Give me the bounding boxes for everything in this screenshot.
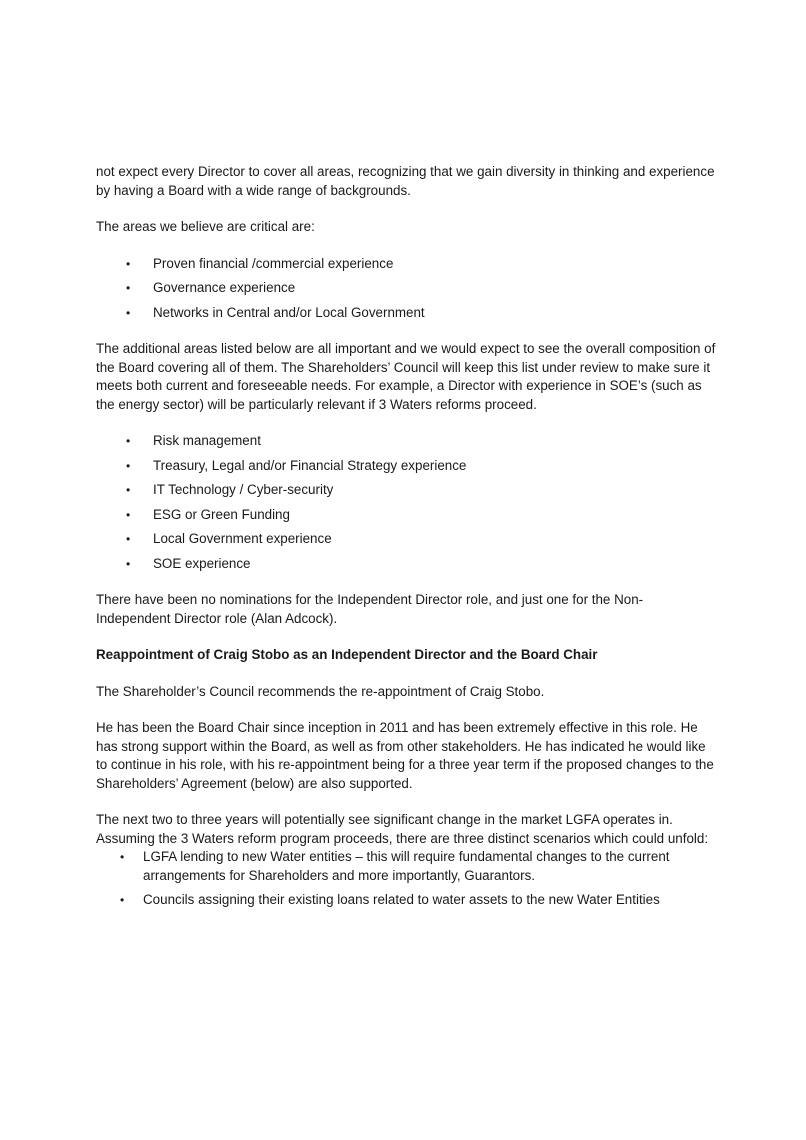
- bullet-icon: •: [126, 434, 131, 448]
- list-item: • Risk management: [96, 432, 716, 451]
- list-item: • LGFA lending to new Water entities – this will require fundamental changes to the current arrangements for Shareholders and more importantly, Guarantors.: [120, 849, 670, 883]
- scenarios-intro: The next two to three years will potentially see significant change in the market LGFA operates in. Assuming the 3 Waters reform program proceeds, there are three distinct scenarios which could unfold:: [96, 812, 709, 846]
- list-item: • Treasury, Legal and/or Financial Strategy experience: [96, 457, 716, 476]
- list-item: • Governance experience: [96, 279, 716, 298]
- list-item: • ESG or Green Funding: [96, 506, 716, 525]
- bullet-icon: •: [126, 458, 131, 473]
- bullet-icon: •: [126, 483, 131, 497]
- scenarios-list: [96, 848, 716, 910]
- additional-areas-paragraph: The additional areas listed below are all important and we would expect to see the overall composition of the Board covering all of them. The Shareholders’ Council will keep this list under review to make sure it meets both current and foreseeable needs. For example, a Director with experience in SOE’s (such as the energy sector) will be particularly relevant if 3 Waters reforms proceed.: [96, 341, 716, 412]
- bullet-icon: •: [126, 556, 131, 571]
- additional-areas-list: [96, 432, 716, 573]
- intro-paragraph: not expect every Director to cover all areas, recognizing that we gain diversity in thinking and experience by having a Board with a wide range of backgrounds.: [96, 164, 715, 198]
- bullet-icon: •: [120, 893, 125, 907]
- bullet-icon: •: [126, 532, 131, 546]
- document-page: [96, 163, 716, 916]
- nominations-paragraph: There have been no nominations for the Independent Director role, and just one for the Non-Independent Director role (Alan Adcock).: [96, 592, 644, 626]
- list-item: • SOE experience: [96, 555, 716, 574]
- bullet-icon: •: [126, 256, 131, 271]
- section-heading: Reappointment of Craig Stobo as an Independent Director and the Board Chair: [96, 647, 598, 662]
- critical-areas-intro: The areas we believe are critical are:: [96, 219, 315, 234]
- bullet-icon: •: [126, 305, 131, 320]
- list-item: • Proven financial /commercial experience: [96, 255, 716, 274]
- bullet-icon: •: [126, 281, 131, 295]
- critical-areas-list: [96, 255, 716, 323]
- bullet-icon: •: [126, 507, 131, 522]
- list-item: • IT Technology / Cyber-security: [96, 481, 716, 500]
- list-item: • Networks in Central and/or Local Government: [96, 304, 716, 323]
- list-item: • Councils assigning their existing loans related to water assets to the new Water Entities: [96, 891, 716, 910]
- board-chair-paragraph: He has been the Board Chair since inception in 2011 and has been extremely effective in this role. He has strong support within the Board, as well as from other stakeholders. He has indicated he would like to continue in his role, with his re-appointment being for a three year term if the proposed changes to the Shareholders’ Agreement (below) are also supported.: [96, 720, 714, 791]
- bullet-icon: •: [120, 850, 125, 864]
- list-item: • Local Government experience: [96, 530, 716, 549]
- recommendation-paragraph: The Shareholder’s Council recommends the re-appointment of Craig Stobo.: [96, 683, 545, 699]
